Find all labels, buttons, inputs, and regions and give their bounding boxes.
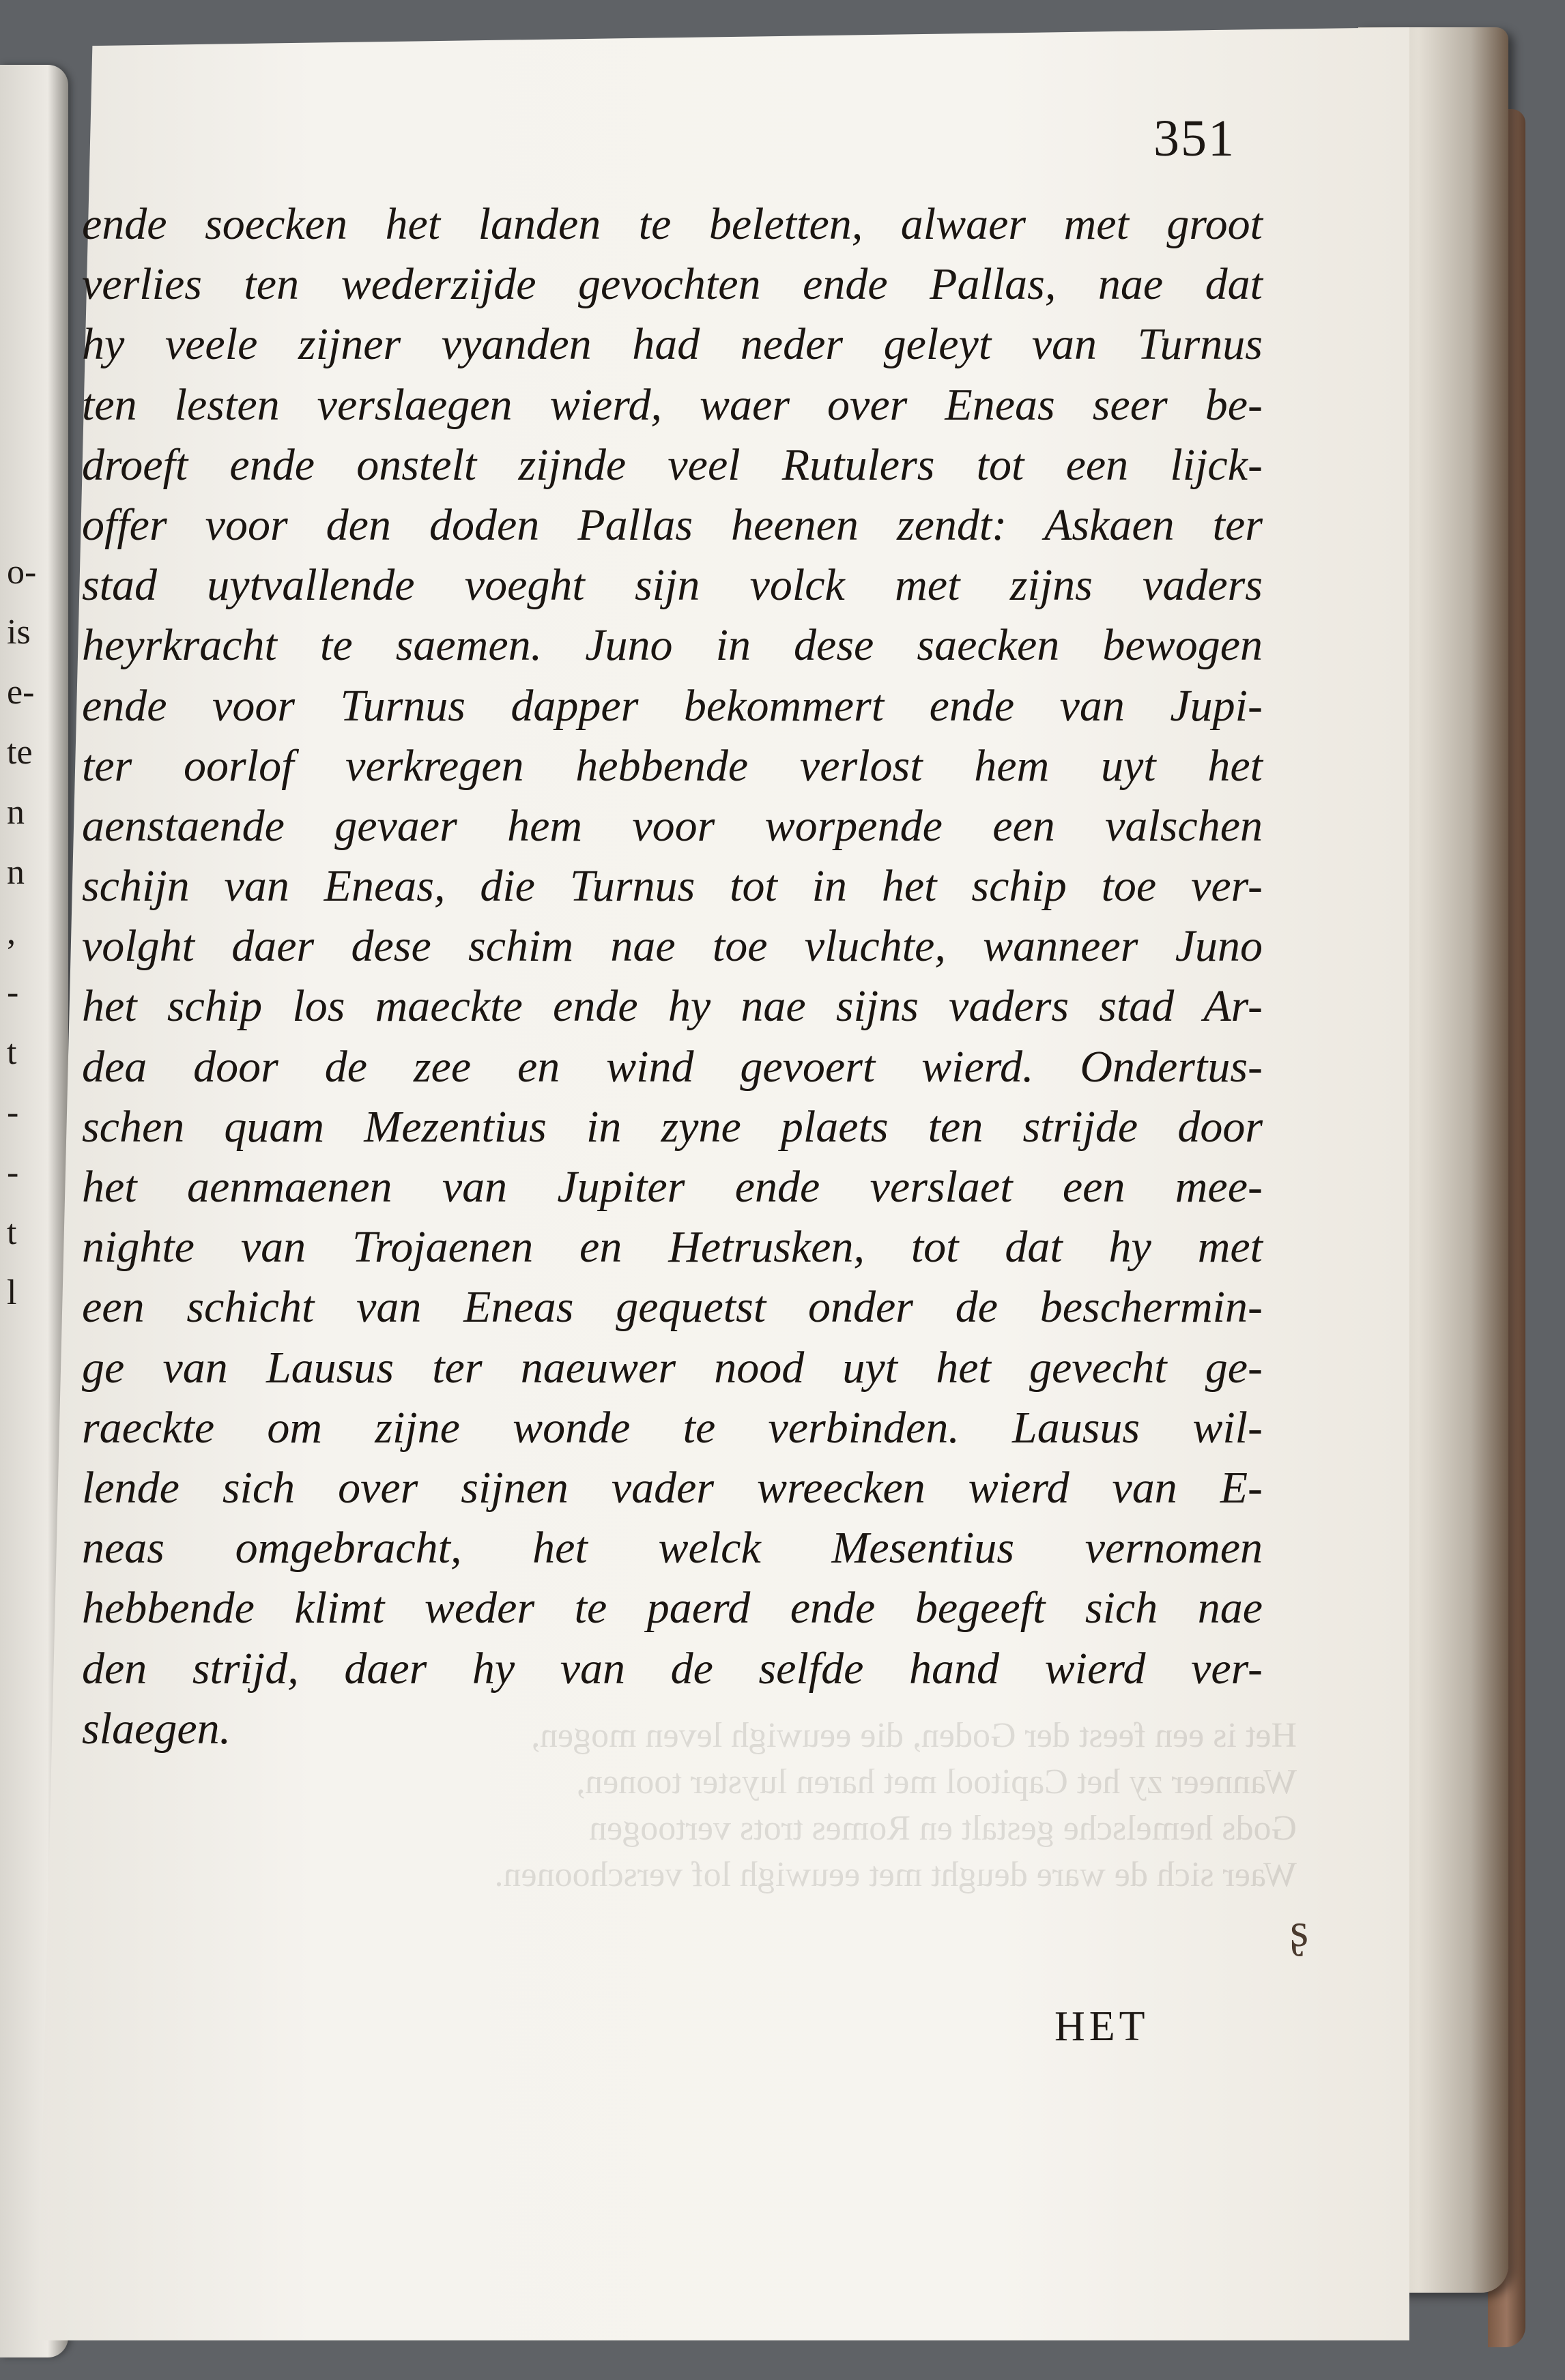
- text-line: stad uytvallende voeght sijn volck met zijns vaders: [82, 560, 1263, 611]
- text-line: hebbende klimt weder te paerd ende begeeft sich nae: [82, 1583, 1263, 1634]
- left-page-fragment: l: [7, 1273, 17, 1312]
- left-page-fragment: e-: [7, 673, 35, 712]
- text-line: schijn van Eneas, die Turnus tot in het schip toe ver-: [82, 861, 1263, 912]
- left-page-fragment: n: [7, 793, 25, 832]
- show-through-text: Het is een feest der Goden, die eeuwigh leven mogen, Wanneer zy het Capitool met haren luyster toonen, Gods hemelsche gestalt en Romes trots vertoogen Waer sich de ware deught met eeuwigh lof verschoonen.: [494, 1716, 1297, 1894]
- text-line: ende voor Turnus dapper bekommert ende van Jupi-: [82, 680, 1263, 731]
- text-line: het aenmaenen van Jupiter ende verslaet een mee-: [82, 1162, 1263, 1212]
- text-line: slaegen.: [82, 1703, 231, 1754]
- text-line: offer voor den doden Pallas heenen zendt: Askaen ter: [82, 499, 1263, 550]
- text-line: den strijd, daer hy van de selfde hand wierd ver-: [82, 1643, 1263, 1694]
- text-line: aenstaende gevaer hem voor worpende een valschen: [82, 800, 1263, 851]
- page-number: 351: [1153, 110, 1235, 167]
- page-body-text: [82, 194, 1263, 1759]
- text-line: raeckte om zijne wonde te verbinden. Lausus wil-: [82, 1402, 1263, 1453]
- left-page-fragment: te: [7, 733, 33, 772]
- text-line: schen quam Mezentius in zyne plaets ten strijde door: [82, 1101, 1263, 1152]
- text-line: nighte van Trojaenen en Hetrusken, tot dat hy met: [82, 1222, 1263, 1273]
- text-line: het schip los maeckte ende hy nae sijns vaders stad Ar-: [82, 981, 1263, 1032]
- text-line: droeft ende onstelt zijnde veel Rutulers tot een lijck-: [82, 439, 1263, 490]
- text-line: ge van Lausus ter naeuwer nood uyt het gevecht ge-: [82, 1342, 1263, 1393]
- left-page-text-fragments: [7, 542, 55, 1323]
- left-page-fragment: -: [7, 1153, 19, 1192]
- left-page-fragment: ,: [7, 913, 16, 952]
- text-line: neas omgebracht, het welck Mesentius vernomen: [82, 1523, 1263, 1573]
- text-line: hy veele zijner vyanden had neder geleyt van Turnus: [82, 319, 1263, 370]
- text-line: ter oorlof verkregen hebbende verlost hem uyt het: [82, 740, 1263, 791]
- left-page-fragment: o-: [7, 553, 37, 592]
- left-page-fragment: n: [7, 853, 25, 892]
- text-line: ende soecken het landen te beletten, alwaer met groot: [82, 199, 1263, 249]
- left-page-fragment: -: [7, 973, 19, 1012]
- left-page-fragment: -: [7, 1093, 19, 1132]
- left-page-fragment: is: [7, 613, 31, 652]
- text-line: dea door de zee en wind gevoert wierd. Ondertus-: [82, 1041, 1263, 1092]
- left-page-fragment: t: [7, 1033, 17, 1072]
- text-line: ten lesten verslaegen wierd, waer over Eneas seer be-: [82, 379, 1263, 430]
- text-line: lende sich over sijnen vader wreecken wierd van E-: [82, 1462, 1263, 1513]
- left-page-fragment: t: [7, 1213, 17, 1252]
- catchword: HET: [1054, 2003, 1149, 2050]
- text-line: volght daer dese schim nae toe vluchte, wanneer Juno: [82, 921, 1263, 972]
- text-line: een schicht van Eneas gequetst onder de beschermin-: [82, 1282, 1263, 1333]
- ink-blot-mark: ʂ: [1290, 1904, 1309, 1957]
- text-line: verlies ten wederzijde gevochten ende Pallas, nae dat: [82, 259, 1263, 310]
- text-line: heyrkracht te saemen. Juno in dese saecken bewogen: [82, 620, 1263, 671]
